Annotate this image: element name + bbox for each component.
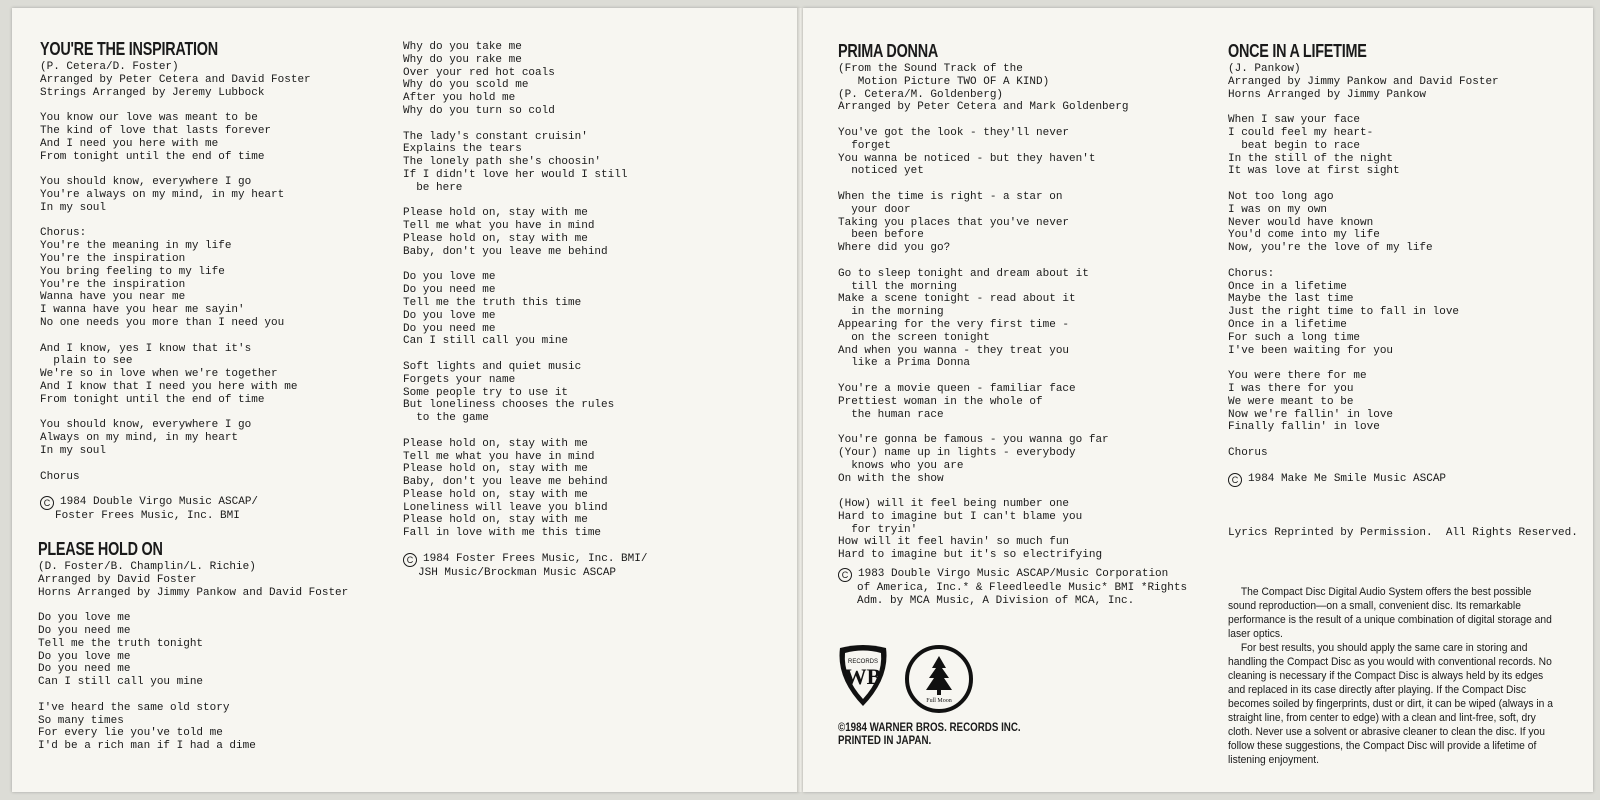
credit-line: Arranged by Jimmy Pankow and David Foster	[1228, 75, 1499, 88]
stanza-break	[838, 485, 1188, 498]
lyric-line: Never would have known	[1228, 216, 1374, 229]
lyric-line: And I know, yes I know that it's	[40, 342, 252, 355]
credit-line: Strings Arranged by Jeremy Lubbock	[40, 86, 265, 99]
lyric-line: like a Prima Donna	[838, 357, 971, 370]
lyric-line: But loneliness chooses the rules	[403, 399, 615, 412]
lyric-line: We were meant to be	[1228, 395, 1354, 408]
cd-paragraph: For best results, you should apply the same care in storing and handling the Compact Disc as you would with conventional records. No cleaning is necessary if the Compact Disc is always held by its edges and replaced in its case directly after playing. If the Compact Disc becomes soiled by fingerprints, dust or dirt, it can be wiped (always in a straight line, from center to edge) with a clean and lint-free, soft, dry cloth. Never use a solvent or abrasive cleaner to clean the disc. If you follow these suggestions, the Compact Disc will provide a lifetime of listening enjoyment.	[1228, 642, 1553, 766]
lyric-line: Not too long ago	[1228, 190, 1334, 203]
stanza-break	[403, 348, 743, 361]
lyric-line: Do you need me	[38, 663, 131, 676]
lyric-line: till the morning	[838, 280, 957, 293]
lyric-line: And when you wanna - they treat you	[838, 344, 1070, 357]
lyric-line: Tell me the truth tonight	[38, 637, 204, 650]
lyric-line: For such a long time	[1228, 331, 1361, 344]
lyric-line: On with the show	[838, 472, 944, 485]
lyric-line: So many times	[38, 714, 124, 727]
lyric-line: I've heard the same old story	[38, 701, 230, 714]
copyright-note-cont: Foster Frees Music, Inc. BMI	[55, 510, 240, 523]
lyric-line: in the morning	[838, 306, 944, 319]
lyric-line: You should know, everywhere I go	[40, 176, 252, 189]
lyric-line: You know our love was meant to be	[40, 112, 258, 125]
label-copyright-line: ©1984 WARNER BROS. RECORDS INC.	[838, 722, 1021, 734]
lyric-line: Just the right time to fall in love	[1228, 306, 1460, 319]
lyric-line: You're always on my mind, in my heart	[40, 188, 285, 201]
lyric-line: Appearing for the very first time -	[838, 318, 1070, 331]
stanza-break	[838, 370, 1188, 383]
lyric-line: beat begin to race	[1228, 139, 1361, 152]
lyric-line: You were there for me	[1228, 370, 1367, 383]
lyric-line: Maybe the last time	[1228, 293, 1354, 306]
lyric-line: Please hold on, stay with me	[403, 207, 588, 220]
lyric-line: Please hold on, stay with me	[403, 488, 588, 501]
lyric-line: your door	[838, 203, 911, 216]
lyric-line: No one needs you more than I need you	[40, 316, 285, 329]
copyright-note: C 1983 Double Virgo Music ASCAP/Music Corporation	[838, 568, 1188, 582]
lyric-line: plain to see	[40, 355, 133, 368]
lyric-line: Prettiest woman in the whole of	[838, 395, 1043, 408]
lyrics-block	[838, 127, 1188, 562]
lyric-line: Tell me what you have in mind	[403, 220, 595, 233]
song-please-hold-on	[38, 538, 378, 753]
lyric-line: And I need you here with me	[40, 137, 219, 150]
credit-line: (P. Cetera/D. Foster)	[40, 61, 179, 73]
lyric-line: Tell me the truth this time	[403, 296, 582, 309]
lyric-line: I was on my own	[1228, 203, 1328, 216]
lyric-line: The lonely path she's choosin'	[403, 156, 602, 169]
lyrics-block	[403, 41, 743, 540]
lyric-line: Can I still call you mine	[38, 676, 204, 689]
lyric-line: Tell me what you have in mind	[403, 450, 595, 463]
lyric-line: Loneliness will leave you blind	[403, 501, 608, 514]
stanza-break	[838, 178, 1188, 191]
lyric-line: for tryin'	[838, 523, 918, 536]
lyric-line: When I saw your face	[1228, 114, 1361, 127]
lyric-line: knows who you are	[838, 459, 964, 472]
lyric-line: forget	[838, 139, 891, 152]
lyric-line: Baby, don't you leave me behind	[403, 245, 608, 258]
credit-line: Motion Picture TWO OF A KIND)	[838, 75, 1050, 88]
lyric-line: In my soul	[40, 444, 107, 457]
song-youre-the-inspiration	[40, 38, 370, 523]
lyric-line: Chorus:	[1228, 267, 1275, 280]
stanza-break	[403, 195, 743, 208]
lyric-line: You should know, everywhere I go	[40, 419, 252, 432]
lyric-line: Once in a lifetime	[1228, 280, 1347, 293]
lyric-line: (How) will it feel being number one	[838, 498, 1070, 511]
lyric-line: Make a scene tonight - read about it	[838, 293, 1076, 306]
stanza-break	[403, 425, 743, 438]
song-once-in-a-lifetime	[1228, 40, 1568, 487]
svg-text:Full Moon: Full Moon	[926, 698, 952, 704]
lyric-line: Do you love me	[38, 612, 131, 625]
cd-paragraph: The Compact Disc Digital Audio System offers the best possible sound reproduction—on a small, convenient disc. Its remarkable performance is the result of a unique combination of digital storage and laser optics.	[1228, 586, 1552, 640]
lyric-line: been before	[838, 229, 924, 242]
lyric-line: Some people try to use it	[403, 386, 569, 399]
copyright-note-cont: Adm. by MCA Music, A Division of MCA, Inc.	[857, 594, 1135, 607]
credit-line: Arranged by Peter Cetera and David Foster	[40, 73, 311, 86]
song-prima-donna	[838, 40, 1188, 608]
lyric-line: Now we're fallin' in love	[1228, 408, 1394, 421]
lyric-line: Wanna have you near me	[40, 291, 186, 304]
lyric-line: It was love at first sight	[1228, 165, 1400, 178]
stanza-break	[40, 330, 370, 343]
lyric-line: Once in a lifetime	[1228, 318, 1347, 331]
stanza-break	[838, 255, 1188, 268]
lyric-line: For every lie you've told me	[38, 727, 223, 740]
song-credits	[40, 61, 370, 99]
lyric-line: Finally fallin' in love	[1228, 421, 1380, 434]
lyric-line: Where did you go?	[838, 242, 951, 255]
stanza-break	[1228, 178, 1568, 191]
lyric-line: to the game	[403, 412, 489, 425]
lyric-line: I'd be a rich man if I had a dime	[38, 740, 256, 753]
lyric-line: Do you love me	[403, 271, 496, 284]
lyric-line: I wanna have you hear me sayin'	[40, 304, 245, 317]
song-title: ONCE IN A LIFETIME	[1228, 41, 1367, 61]
lyric-line: From tonight until the end of time	[40, 150, 265, 163]
copyright-icon: C	[838, 568, 852, 582]
lyric-line: How will it feel havin' so much fun	[838, 536, 1070, 549]
stanza-break	[40, 458, 370, 471]
lyric-line: Always on my mind, in my heart	[40, 432, 239, 445]
credit-line: (P. Cetera/M. Goldenberg)	[838, 88, 1004, 101]
credit-line: Horns Arranged by Jimmy Pankow	[1228, 88, 1427, 101]
copyright-note: C 1984 Double Virgo Music ASCAP/	[40, 496, 370, 510]
song-credits	[1228, 63, 1568, 101]
lyric-line: You're the inspiration	[40, 278, 186, 291]
song-credits	[38, 561, 378, 599]
lyric-line: Hard to imagine but I can't blame you	[838, 510, 1083, 523]
lyric-line: Do you need me	[403, 322, 496, 335]
lyric-line: You're gonna be famous - you wanna go far	[838, 434, 1109, 447]
lyric-line: Chorus:	[40, 227, 87, 240]
lyric-line: Why do you scold me	[403, 79, 529, 92]
copyright-note: C 1984 Make Me Smile Music ASCAP	[1228, 473, 1568, 487]
lyric-line: Over your red hot coals	[403, 66, 555, 79]
lyric-line: Why do you turn so cold	[403, 104, 555, 117]
lyric-line: You're the meaning in my life	[40, 240, 232, 253]
stanza-break	[1228, 357, 1568, 370]
lyric-line: Can I still call you mine	[403, 335, 569, 348]
lyric-line: I've been waiting for you	[1228, 344, 1394, 357]
lyric-line: Chorus	[1228, 446, 1268, 459]
please-hold-on-continued	[403, 41, 743, 580]
lyric-line: Please hold on, stay with me	[403, 463, 588, 476]
song-title: YOU'RE THE INSPIRATION	[40, 39, 218, 59]
credit-line: (D. Foster/B. Champlin/L. Richie)	[38, 561, 256, 573]
permission-text: Lyrics Reprinted by Permission. All Rights Reserved.	[1228, 527, 1578, 539]
song-credits	[838, 63, 1188, 114]
warner-bros-shield-icon	[834, 644, 892, 710]
lyric-line: I was there for you	[1228, 382, 1354, 395]
svg-text:WB: WB	[844, 664, 882, 689]
copyright-icon: C	[1228, 473, 1242, 487]
lyric-line: I could feel my heart-	[1228, 126, 1374, 139]
lyric-line: You're the inspiration	[40, 252, 186, 265]
lyric-line: (Your) name up in lights - everybody	[838, 446, 1076, 459]
stanza-break	[40, 163, 370, 176]
lyric-line: Taking you places that you've never	[838, 216, 1070, 229]
lyric-line: Baby, don't you leave me behind	[403, 476, 608, 489]
stanza-break	[1228, 434, 1568, 447]
song-title: PLEASE HOLD ON	[38, 539, 163, 559]
lyric-line: Soft lights and quiet music	[403, 360, 582, 373]
label-copyright	[838, 722, 1053, 748]
song-title: PRIMA DONNA	[838, 41, 939, 61]
credit-line: (From the Sound Track of the	[838, 63, 1023, 75]
lyrics-block	[1228, 114, 1568, 460]
lyric-line: Do you love me	[38, 650, 131, 663]
lyric-line: And I know that I need you here with me	[40, 380, 298, 393]
lyric-line: noticed yet	[838, 165, 924, 178]
printed-in-line: PRINTED IN JAPAN.	[838, 735, 932, 747]
lyric-line: Do you love me	[403, 309, 496, 322]
credit-line: (J. Pankow)	[1228, 63, 1301, 75]
permission-note	[1228, 527, 1578, 540]
stanza-break	[40, 407, 370, 420]
copyright-note-cont: JSH Music/Brockman Music ASCAP	[418, 566, 617, 579]
lyric-line: on the screen tonight	[838, 331, 990, 344]
lyric-line: the human race	[838, 408, 944, 421]
lyric-line: Why do you take me	[403, 41, 522, 53]
svg-text:RECORDS: RECORDS	[847, 659, 879, 665]
lyric-line: Hard to imagine but it's so electrifying	[838, 549, 1103, 562]
lyric-line: Explains the tears	[403, 143, 522, 156]
lyric-line: Please hold on, stay with me	[403, 514, 588, 527]
lyric-line: From tonight until the end of time	[40, 393, 265, 406]
credit-line: Arranged by David Foster	[38, 573, 197, 586]
lyric-line: When the time is right - a star on	[838, 190, 1063, 203]
lyric-line: You're a movie queen - familiar face	[838, 382, 1076, 395]
lyrics-block	[38, 612, 378, 753]
copyright-icon: C	[403, 553, 417, 567]
copyright-icon: C	[40, 496, 54, 510]
stanza-break	[838, 421, 1188, 434]
lyric-line: Please hold on, stay with me	[403, 232, 588, 245]
lyric-line: Do you need me	[403, 284, 496, 297]
lyric-line: You bring feeling to my life	[40, 265, 225, 278]
lyric-line: You'd come into my life	[1228, 229, 1380, 242]
lyric-line: After you hold me	[403, 92, 516, 105]
stanza-break	[403, 259, 743, 272]
stanza-break	[1228, 255, 1568, 268]
lyric-line: Please hold on, stay with me	[403, 437, 588, 450]
credit-line: Arranged by Peter Cetera and Mark Goldenberg	[838, 101, 1129, 114]
full-moon-logo-icon	[904, 644, 974, 714]
lyric-line: Why do you rake me	[403, 53, 522, 66]
lyric-line: The lady's constant cruisin'	[403, 130, 588, 143]
label-logos	[834, 644, 974, 714]
copyright-note-cont: of America, Inc.* & Fleedleedle Music* BMI *Rights	[857, 582, 1188, 595]
lyric-line: You wanna be noticed - but they haven't	[838, 152, 1096, 165]
lyrics-block	[40, 112, 370, 483]
lyric-line: Chorus	[40, 470, 80, 483]
lyric-line: In the still of the night	[1228, 152, 1394, 165]
lyric-line: Go to sleep tonight and dream about it	[838, 267, 1089, 280]
lyric-line: Fall in love with me this time	[403, 527, 602, 540]
lyric-line: Now, you're the love of my life	[1228, 242, 1433, 255]
credit-line: Horns Arranged by Jimmy Pankow and David Foster	[38, 586, 349, 599]
compact-disc-notice	[1228, 585, 1600, 767]
copyright-note: C 1984 Foster Frees Music, Inc. BMI/	[403, 553, 743, 567]
lyric-line: The kind of love that lasts forever	[40, 124, 272, 137]
lyric-line: be here	[403, 181, 463, 194]
lyric-line: You've got the look - they'll never	[838, 126, 1070, 139]
stanza-break	[40, 215, 370, 228]
lyric-line: Do you need me	[38, 624, 131, 637]
lyric-line: If I didn't love her would I still	[403, 168, 628, 181]
lyric-line: Forgets your name	[403, 373, 516, 386]
stanza-break	[403, 118, 743, 131]
stanza-break	[38, 689, 378, 702]
lyric-line: We're so in love when we're together	[40, 368, 278, 381]
lyric-line: In my soul	[40, 201, 107, 214]
